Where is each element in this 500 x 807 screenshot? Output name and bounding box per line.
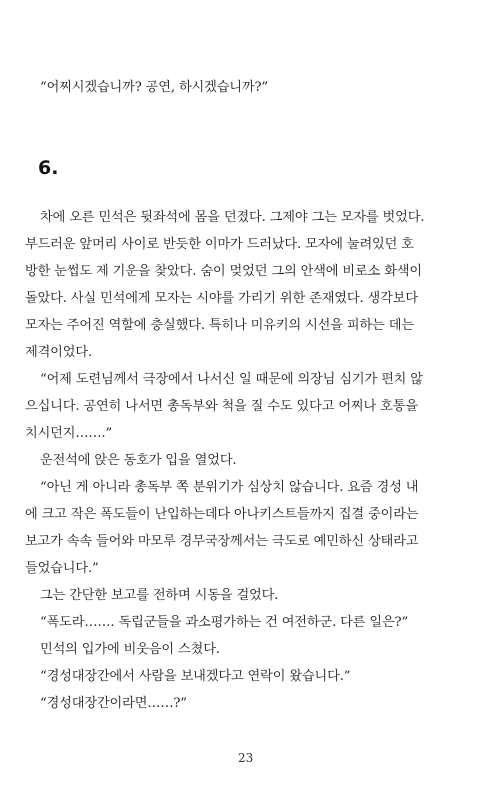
body-line: 그는 간단한 보고를 전하며 시동을 걸었다. (40, 588, 279, 603)
body-line: “어제 도련님께서 극장에서 나서신 일 때문에 의장님 심기가 편치 않 (40, 372, 423, 387)
section-heading: 6. (38, 157, 59, 179)
body-line: “경성대장간에서 사람을 보내겠다고 연락이 왔습니다.” (40, 669, 351, 684)
body-line: 보고가 속속 들어와 마모루 경무국장께서는 극도로 예민하신 상태라고 (25, 534, 419, 549)
body-line: “아닌 게 아니라 총독부 쪽 분위기가 심상치 않습니다. 요즘 경성 내 (40, 480, 419, 495)
page-number: 23 (238, 751, 254, 765)
body-line: 돌았다. 사실 민석에게 모자는 시야를 가리기 위한 존재였다. 생각보다 (25, 291, 418, 306)
opening-dialogue-line: “어찌시겠습니까? 공연, 하시겠습니까?” (40, 80, 268, 95)
body-line: 민석의 입가에 비웃음이 스쳤다. (40, 642, 220, 657)
body-line: 들었습니다.” (25, 561, 99, 576)
body-line: 모자는 주어진 역할에 충실했다. 특히나 미유키의 시선을 피하는 데는 (25, 318, 414, 333)
body-line: 에 크고 작은 폭도들이 난입하는데다 아나키스트들까지 집결 중이라는 (25, 507, 419, 522)
body-line: 치시던지…….” (25, 426, 113, 441)
body-line: “폭도라……. 독립군들을 과소평가하는 건 여전하군. 다른 일은?” (40, 615, 409, 630)
body-line: 으십니다. 공연히 나서면 총독부와 척을 질 수도 있다고 어찌나 호통을 (25, 399, 418, 414)
body-line: 부드러운 앞머리 사이로 반듯한 이마가 드러났다. 모자에 눌려있던 호 (25, 237, 414, 252)
body-line: 방한 눈썹도 제 기운을 찾았다. 숨이 멎었던 그의 안색에 비로소 화색이 (25, 264, 422, 279)
body-line: 차에 오른 민석은 뒷좌석에 몸을 던졌다. 그제야 그는 모자를 벗었다. (40, 210, 425, 225)
body-line: “경성대장간이라면……?” (40, 696, 187, 711)
body-line: 제격이었다. (25, 345, 92, 360)
body-line: 운전석에 앉은 동호가 입을 열었다. (40, 453, 237, 468)
